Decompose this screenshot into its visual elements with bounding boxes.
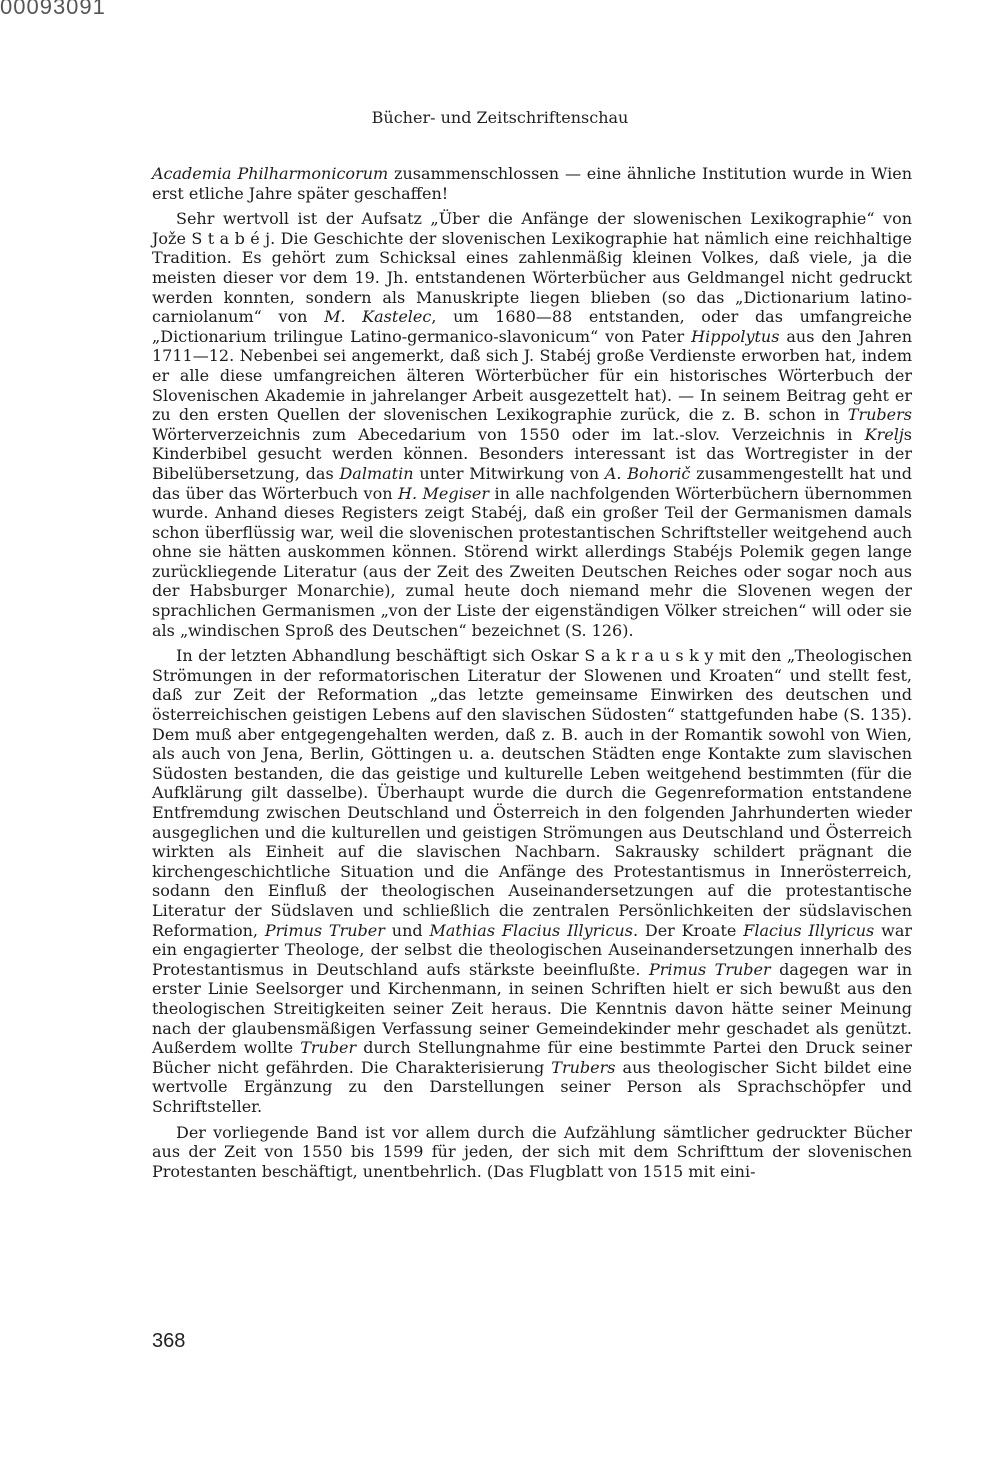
paragraph-3: In der letzten Abhandlung beschäftigt sich Oskar S a k r a u s k y mit den „Theologischen Strömungen in der reformatorischen Literatur der Slowenen und Kroaten“ und stellt fest, daß zur Zeit der Reformation „das letzte gemeinsame Einwirken des deutschen und österreichischen geistigen Lebens auf den slavischen Südosten“ stattgefunden habe (S. 135). Dem muß aber entgegengehalten werden, daß z. B. auch in der Romantik sowohl von Wien, als auch von Jena, Berlin, Göttingen u. a. deutschen Städten enge Kontakte zum slavischen Südosten bestanden, die das geistige und kulturelle Leben weitgehend bestimmten (für die Aufklärung gilt dasselbe). Überhaupt wurde die durch die Gegenreformation entstandene Entfremdung zwischen Deutschland und Österreich in den folgenden Jahrhunderten wieder ausgeglichen und die kulturellen und geistigen Strömungen aus Deutschland und Österreich wirkten als Einheit auf die slavischen Nachbarn. Sakrausky schildert prägnant die kirchengeschichtliche Situation und die Anfänge des Protestantismus in Innerösterreich, sodann den Einfluß der theologischen Auseinandersetzungen auf die protestantische Literatur der Südslaven und schließlich die zentralen Persönlichkeiten der südslavischen Reformation, Primus Truber und Mathias Flacius Illyricus. Der Kroate Flacius Illyricus war ein engagierter Theologe, der selbst die theologischen Auseinandersetzungen innerhalb des Protestantismus in Deutschland aufs stärkste beeinflußte. Primus Truber dagegen war in erster Linie Seelsorger und Kirchenmann, in seinen Schriften hielt er sich bewußt aus den theologischen Streitigkeiten seiner Zeit heraus. Die Kenntnis davon hätte seiner Meinung nach der glaubensmäßigen Verfassung seiner Gemeindekinder mehr geschadet als genützt. Außerdem wollte Truber durch Stellungnahme für eine bestimmte Partei den Druck seiner Bücher nicht gefährden. Die Charakterisierung Trubers aus theologischer Sicht bildet eine wertvolle Ergänzung zu den Darstellungen seiner Person als Sprachschöpfer und Schriftsteller.	[152, 646, 913, 1116]
archive-stamp-number: 00093091	[0, 0, 106, 19]
article-body	[152, 164, 912, 1187]
paragraph-1: Academia Philharmonicorum zusammenschlossen — eine ähnliche Institution wurde in Wien erst etliche Jahre später geschaffen!	[152, 164, 913, 203]
paragraph-4: Der vorliegende Band ist vor allem durch die Aufzählung sämtlicher gedruckter Bücher aus der Zeit von 1550 bis 1599 für jeden, der sich mit dem Schrifttum der slovenischen Protestanten beschäftigt, unentbehrlich. (Das Flugblatt von 1515 mit eini-	[152, 1122, 912, 1181]
page-number: 368	[152, 1330, 186, 1352]
paragraph-2: Sehr wertvoll ist der Aufsatz „Über die Anfänge der slowenischen Lexikographie“ von Jože S t a b é j. Die Geschichte der slovenischen Lexikographie hat nämlich eine reichhaltige Tradition. Es gehört zum Schicksal eines zahlenmäßig kleinen Volkes, daß viele, ja die meisten dieser vor dem 19. Jh. entstandenen Wörterbücher aus Geldmangel nicht gedruckt werden konnten, sondern als Manuskripte liegen blieben (so das „Dictionarium latino-carniolanum“ von M. Kastelec, um 1680—88 entstanden, oder das umfangreiche „Dictionarium trilingue Latino-germanico-slavonicum“ von Pater Hippolytus aus den Jahren 1711—12. Nebenbei sei angemerkt, daß sich J. Stabéj große Verdienste erworben hat, indem er alle diese umfangreichen älteren Wörterbücher für ein historisches Wörterbuch der Slovenischen Akademie in jahrelanger Arbeit ausgezettelt hat). — In seinem Beitrag geht er zu den ersten Quellen der slovenischen Lexikographie zurück, die z. B. schon in Trubers Wörterverzeichnis zum Abecedarium von 1550 oder im lat.-slov. Verzeichnis in Kreljs Kinderbibel gesucht werden können. Besonders interessant ist das Wortregister in der Bibelübersetzung, das Dalmatin unter Mitwirkung von A. Bohorič zusammengestellt hat und das über das Wörterbuch von H. Megiser in alle nachfolgenden Wörterbüchern übernommen wurde. Anhand dieses Registers zeigt Stabéj, daß ein großer Teil der Germanismen damals schon überflüssig war, weil die slovenischen protestantischen Schriftsteller weitgehend auch ohne sie hätten auskommen können. Störend wirkt allerdings Stabéjs Polemik gegen lange zurückliegende Literatur (aus der Zeit des Zweiten Deutschen Reiches oder sogar noch aus der Habsburger Monarchie), zumal heute doch niemand mehr die Slovenen wegen der sprachlichen Germanismen „von der Liste der eigenständigen Völker streichen“ will oder sie als „windischen Sproß des Deutschen“ bezeichnet (S. 126).	[152, 209, 913, 640]
running-header: Bücher- und Zeitschriftenschau	[371, 108, 629, 127]
